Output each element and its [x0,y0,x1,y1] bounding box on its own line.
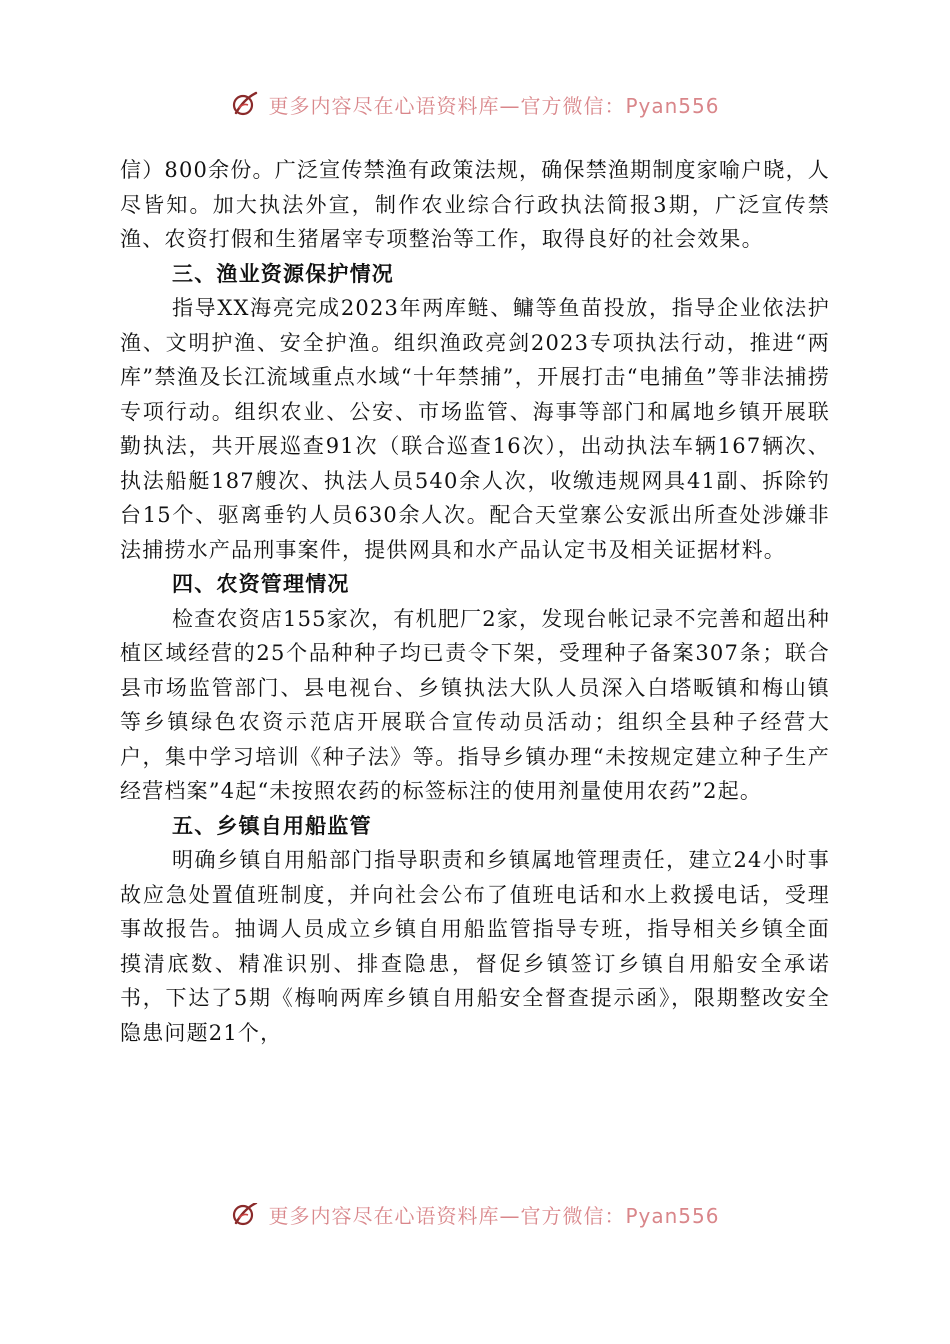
pen-swirl-logo-icon [230,1203,260,1229]
section-heading-3: 三、渔业资源保护情况 [172,260,394,286]
paragraph-continued: 信）800余份。广泛宣传禁渔有政策法规，确保禁渔期制度家喻户晓，人尽皆知。加大执法外宣，制作农业综合行政执法简报3期，广泛宣传禁渔、农资打假和生猪屠宰专项整治等工作，取得良好的社会效果。 [120,158,830,251]
section-heading-4: 四、农资管理情况 [172,571,350,596]
footer-watermark [0,1203,950,1237]
section-heading-5: 五、乡镇自用船监管 [172,812,372,838]
watermark-text: 更多内容尽在心语资料库—官方微信：Pyan556 [268,93,720,118]
watermark-text: 更多内容尽在心语资料库—官方微信：Pyan556 [268,1203,720,1228]
pen-swirl-logo-icon [230,89,260,119]
paragraph-agri-supplies: 检查农资店155家次，有机肥厂2家，发现台帐记录不完善和超出种植区域经营的25个品种种子均已责令下架，受理种子备案307条；联合县市场监管部门、县电视台、乡镇执法大队人员深入白塔畈镇和梅山镇等乡镇绿色农资示范店开展联合宣传动员活动；组织全县种子经营大户，集中学习培训《种子法》等。指导乡镇办理“未按规定建立种子生产经营档案”4起“未按照农药的标签标注的使用剂量使用农药”2起。 [120,606,830,803]
paragraph-fishery: 指导XX海亮完成2023年两库鲢、鳙等鱼苗投放，指导企业依法护渔、文明护渔、安全护渔。组织渔政亮剑2023专项执法行动，推进“两库”禁渔及长江流域重点水域“十年禁捕”，开展打击“电捕鱼”等非法捕捞专项行动。组织农业、公安、市场监管、海事等部门和属地乡镇开展联勤执法，共开展巡查91次（联合巡查16次），出动执法车辆167辆次、执法船艇187艘次、执法人员540余人次，收缴违规网具41副、拆除钓台15个、驱离垂钓人员630余人次。配合天堂寨公安派出所查处涉嫌非法捕捞水产品刑事案件，提供网具和水产品认定书及相关证据材料。 [120,296,830,562]
header-watermark [0,84,950,124]
document-body [120,153,830,1050]
paragraph-boat-supervision: 明确乡镇自用船部门指导职责和乡镇属地管理责任，建立24小时事故应急处置值班制度，并向社会公布了值班电话和水上救援电话，受理事故报告。抽调人员成立乡镇自用船监管指导专班，指导相关乡镇全面摸清底数、精准识别、排查隐患，督促乡镇签订乡镇自用船安全承诺书，下达了5期《梅响两库乡镇自用船安全督查提示函》，限期整改安全隐患问题21个， [120,848,830,1045]
